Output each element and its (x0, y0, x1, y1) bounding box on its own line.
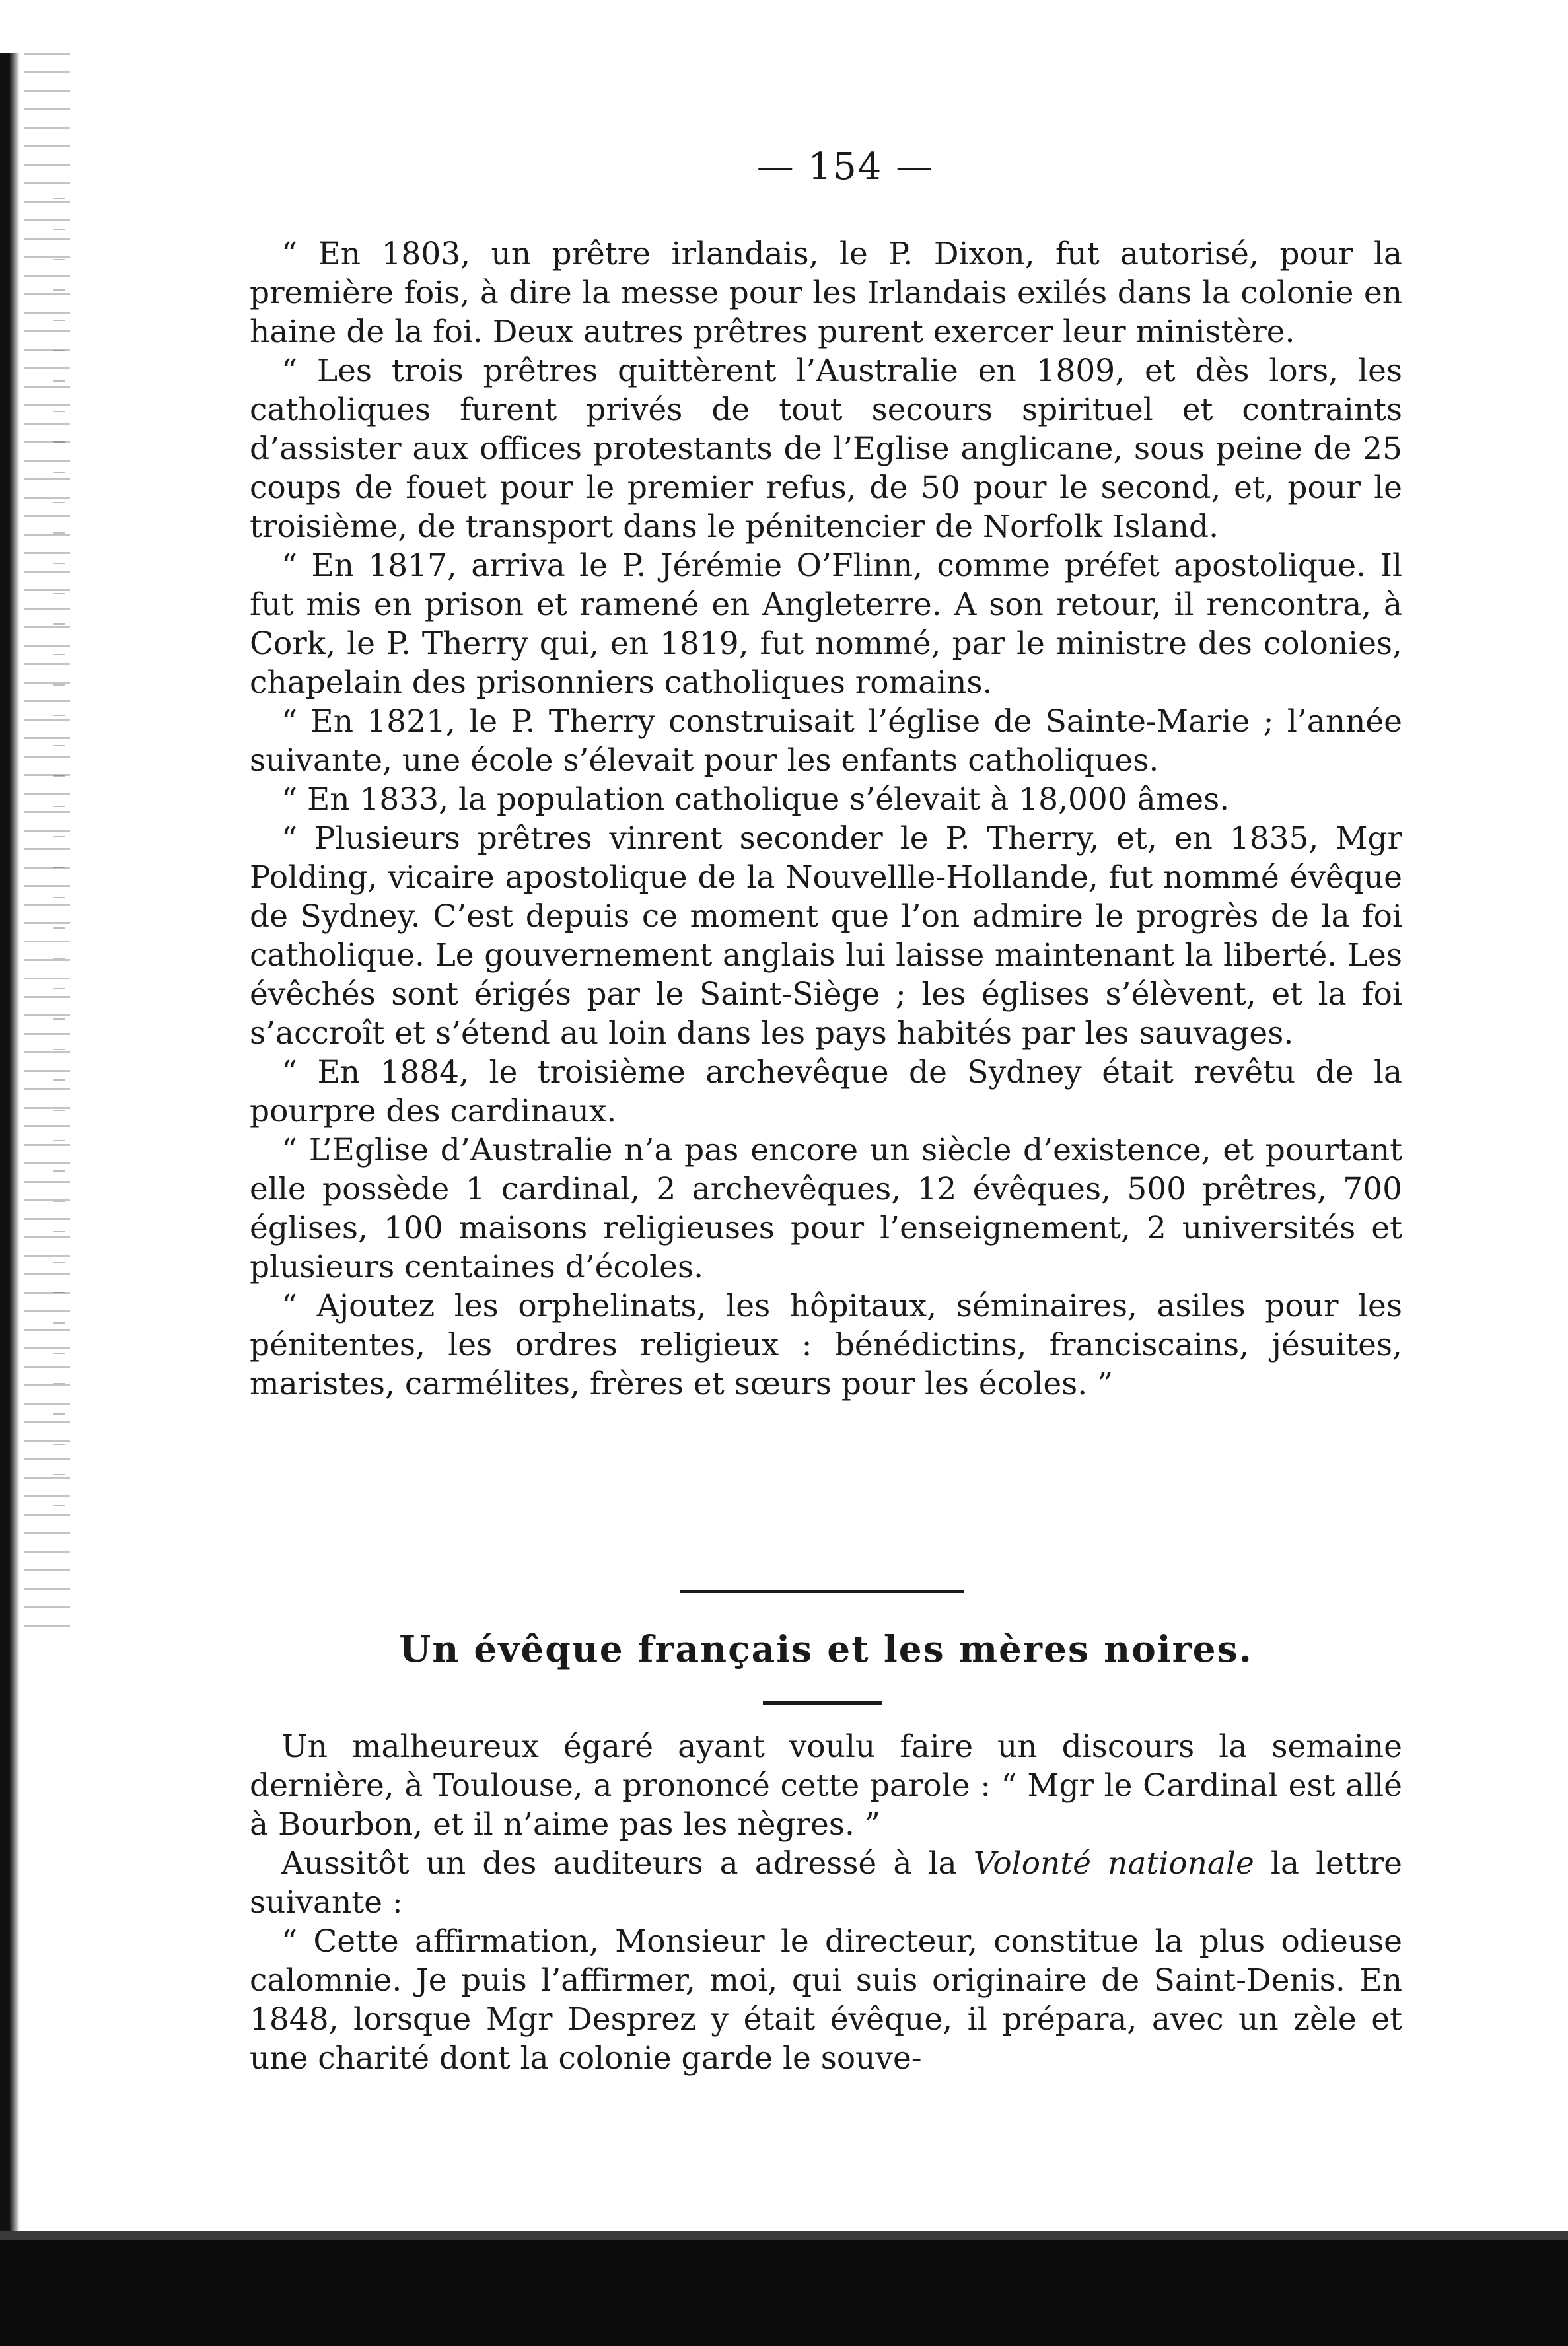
paragraph-9: “ Ajoutez les orphelinats, les hôpitaux, séminaires, asiles pour les pénitentes, les ordres religieux : bénédictins, franciscains, jésuites, maristes, carmélites, frères et sœurs pour les écoles. ” (250, 1288, 1402, 1402)
section-paragraph-2-end: la lettre suivante : (250, 1845, 1403, 1921)
paragraph-5: “ En 1833, la population catholique s’élevait à 18,000 âmes. (281, 781, 1230, 818)
scan-specks-inner (53, 198, 65, 1519)
page-number: — 154 — (756, 145, 935, 188)
paragraph-2: “ Les trois prêtres quittèrent l’Australie en 1809, et dès lors, les catholiques furent privés de tout secours spirituel et contraints d’assister aux offices protestants de l’Eglise anglicane, sous peine de 25 coups de fouet pour le premier refus, de 50 pour le second, et, pour le troisième, de transport dans le pénitencier de Norfolk Island. (250, 353, 1402, 545)
section-paragraph-2-start: Aussitôt un des auditeurs a adressé à la (281, 1845, 974, 1882)
binding-edge (0, 53, 20, 2232)
paragraph-8: “ L’Eglise d’Australie n’a pas encore un siècle d’existence, et pourtant elle possède 1 cardinal, 2 archevêques, 12 évêques, 500 prêtres, 700 églises, 100 maisons religieuses pour l’enseignement, 2 universités et plusieurs centaines d’écoles. (250, 1132, 1402, 1285)
paragraph-1: “ En 1803, un prêtre irlandais, le P. Dixon, fut autorisé, pour la première fois, à dire la messe pour les Irlandais exilés dans la colonie en haine de la foi. Deux autres prêtres purent exercer leur ministère. (250, 236, 1402, 350)
article-body (250, 234, 1402, 1404)
paragraph-3: “ En 1817, arriva le P. Jérémie O’Flinn, comme préfet apostolique. Il fut mis en prison et ramené en Angleterre. A son retour, il rencontra, à Cork, le P. Therry qui, en 1819, fut nommé, par le ministre des colonies, chapelain des prisonniers catholiques romains. (250, 548, 1402, 701)
section-divider (680, 1590, 964, 1593)
newspaper-title: Volonté nationale (973, 1845, 1254, 1882)
section-paragraph-2 (250, 1844, 1402, 1922)
section-body (250, 1727, 1402, 2078)
section-paragraph-3: “ Cette affirmation, Monsieur le directeur, constitue la plus odieuse calomnie. Je puis l’affirmer, moi, qui suis originaire de Saint-Denis. En 1848, lorsque Mgr Desprez y était évêque, il prépara, avec un zèle et une charité dont la colonie garde le souve- (250, 1923, 1402, 2077)
scan-bottom-edge (0, 2231, 1568, 2346)
paragraph-7: “ En 1884, le troisième archevêque de Sydney était revêtu de la pourpre des cardinaux. (250, 1054, 1402, 1129)
section-heading: Un évêque français et les mères noires. (399, 1627, 1253, 1670)
heading-underline (763, 1701, 882, 1705)
section-paragraph-1: Un malheureux égaré ayant voulu faire un discours la semaine dernière, à Toulouse, a prononcé cette parole : “ Mgr le Cardinal est allé à Bourbon, et il n’aime pas les nègres. ” (250, 1728, 1402, 1843)
paragraph-4: “ En 1821, le P. Therry construisait l’église de Sainte-Marie ; l’année suivante, une école s’élevait pour les enfants catholiques. (250, 703, 1402, 779)
paragraph-6: “ Plusieurs prêtres vinrent seconder le P. Therry, et, en 1835, Mgr Polding, vicaire apostolique de la Nouvellle-Hollande, fut nommé évêque de Sydney. C’est depuis ce moment que l’on admire le progrès de la foi catholique. Le gouvernement anglais lui laisse maintenant la liberté. Les évêchés sont érigés par le Saint-Siège ; les églises s’élèvent, et la foi s’accroît et s’étend au loin dans les pays habités par les sauvages. (250, 820, 1402, 1051)
